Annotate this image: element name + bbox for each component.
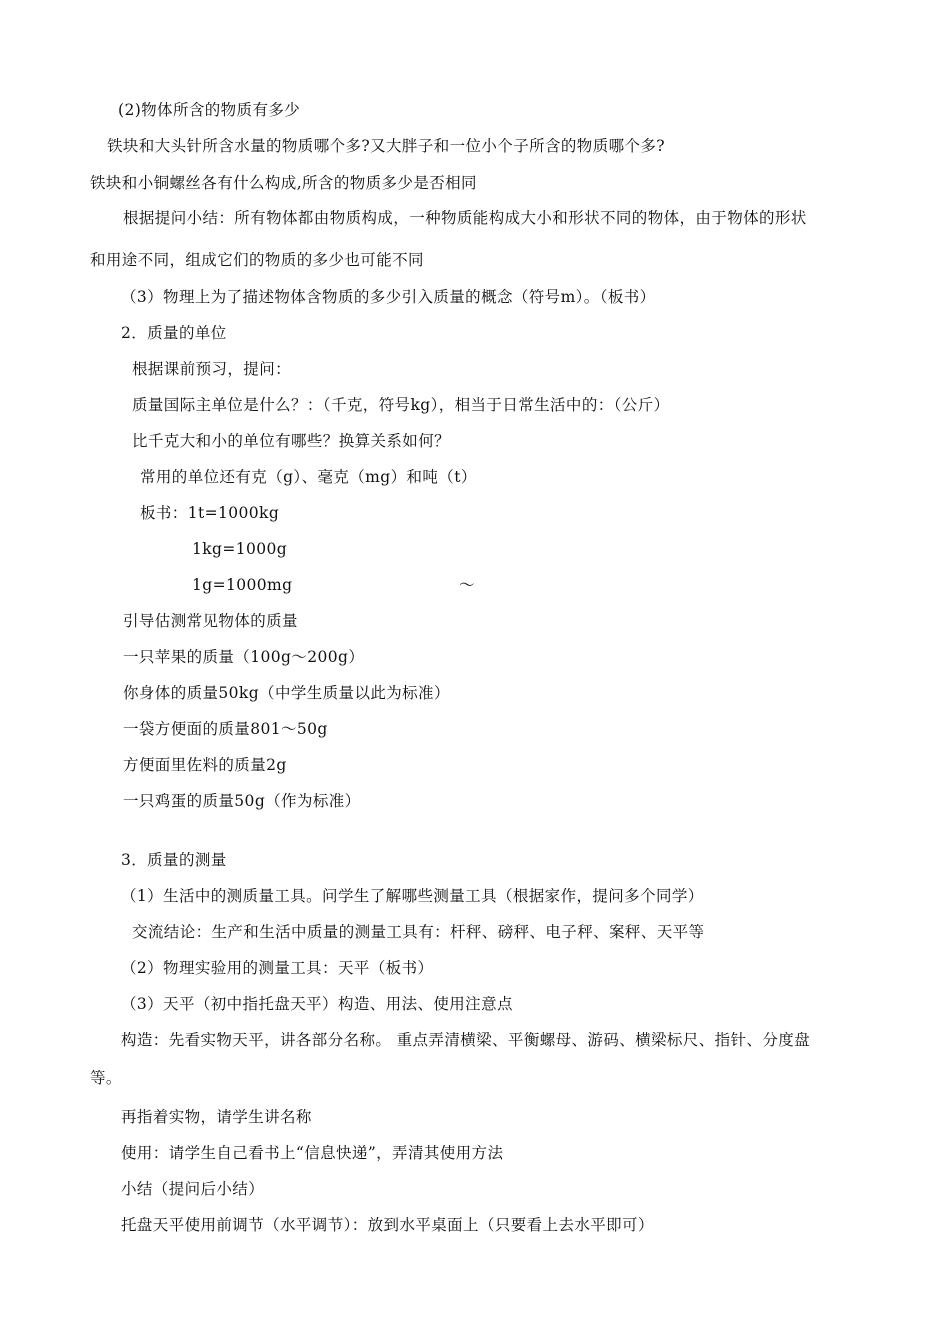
question-iron-screw: 铁块和小铜螺丝各有什么构成,所含的物质多少是否相同 xyxy=(90,174,477,192)
estimate-intro: 引导估测常见物体的质量 xyxy=(123,612,298,630)
name-parts-instruction: 再指着实物，请学生讲名称 xyxy=(121,1108,312,1126)
common-units: 常用的单位还有克（g）、毫克（mg）和吨（t） xyxy=(140,468,477,486)
structure-paragraph-line-1: 构造：先看实物天平，讲各部分名称。 重点弄清横梁、平衡螺母、游码、横梁标尺、指针、分度盘 xyxy=(121,1031,811,1049)
summary-paragraph-line-1: 根据提问小结：所有物体都由物质构成，一种物质能构成大小和形状不同的物体，由于物体的形状 xyxy=(123,209,807,227)
usage-instruction: 使用：请学生自己看书上“信息快递”，弄清其使用方法 xyxy=(121,1144,504,1162)
board-kg-g: 1kg=1000g xyxy=(192,540,288,558)
section-3-measurement-heading: 3．质量的测量 xyxy=(121,851,227,869)
board-g-mg: 1g=1000mg xyxy=(192,576,293,594)
section-2-units-heading: 2．质量的单位 xyxy=(121,324,227,342)
summary-paragraph-line-2: 和用途不同，组成它们的物质的多少也可能不同 xyxy=(90,251,424,269)
summary-after-questions: 小结（提问后小结） xyxy=(121,1180,265,1198)
lab-tool-balance: （2）物理实验用的测量工具：天平（板书） xyxy=(121,959,434,977)
preview-question-intro: 根据课前预习，提问： xyxy=(132,360,292,378)
subheading-3-mass-concept: （3）物理上为了描述物体含物质的多少引入质量的概念（符号m）。（板书） xyxy=(121,288,656,306)
units-conversion-question: 比千克大和小的单位有哪些？换算关系如何？ xyxy=(132,432,451,450)
subheading-2-matter-amount: (2)物体所含的物质有多少 xyxy=(118,101,301,119)
estimate-egg: 一只鸡蛋的质量50g（作为标准） xyxy=(123,792,361,810)
tools-conclusion: 交流结论：生产和生活中质量的测量工具有：杆秤、磅秤、电子秤、案秤、天平等 xyxy=(132,923,705,941)
estimate-body: 你身体的质量50kg（中学生质量以此为标准） xyxy=(123,684,450,702)
balance-leveling: 托盘天平使用前调节（水平调节）：放到水平桌面上（只要看上去水平即可） xyxy=(121,1216,654,1234)
si-unit-question: 质量国际主单位是什么？：（千克，符号kg），相当于日常生活中的：（公斤） xyxy=(132,396,670,414)
measurement-tools-question: （1）生活中的测质量工具。问学生了解哪些测量工具（根据家作，提问多个同学） xyxy=(121,887,704,905)
structure-paragraph-line-2: 等。 xyxy=(90,1069,122,1087)
estimate-noodles: 一袋方便面的质量801～50g xyxy=(123,720,328,738)
balance-structure-heading: （3）天平（初中指托盘天平）构造、用法、使用注意点 xyxy=(121,995,513,1013)
board-ton-kg: 板书：1t=1000kg xyxy=(140,504,280,522)
estimate-apple: 一只苹果的质量（100g～200g） xyxy=(123,648,365,666)
stray-tilde-mark: ～ xyxy=(459,576,475,594)
estimate-seasoning: 方便面里佐料的质量2g xyxy=(123,756,287,774)
question-iron-pin-people: 铁块和大头针所含水量的物质哪个多?又大胖子和一位小个子所含的物质哪个多? xyxy=(107,137,666,155)
